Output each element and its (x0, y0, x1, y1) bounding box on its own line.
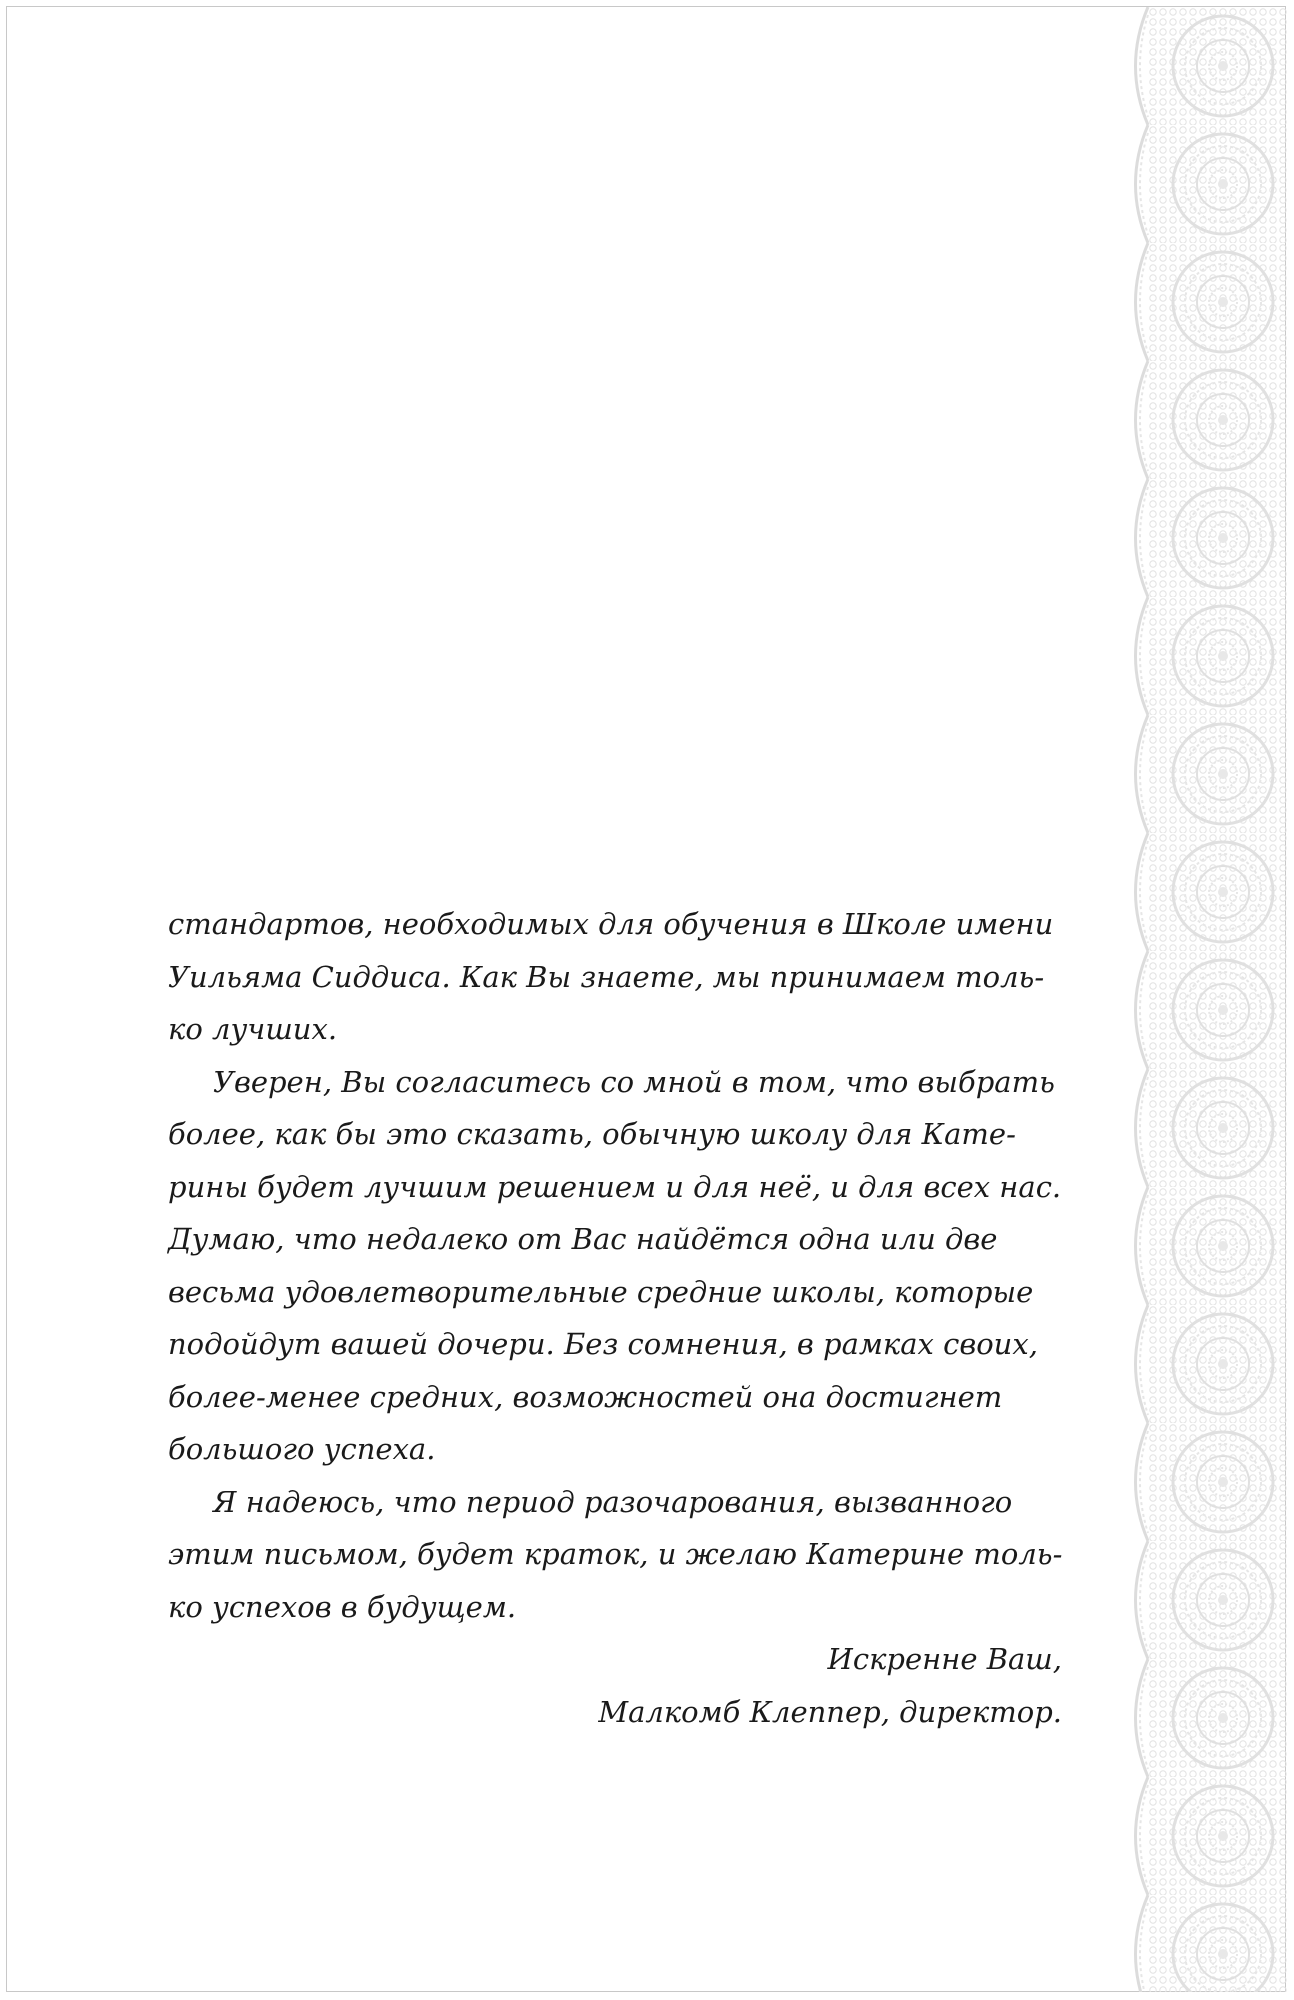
letter-line: этим письмом, будет краток, и желаю Катерине толь- (168, 1537, 1063, 1571)
letter-line: рины будет лучшим решением и для неё, и для всех нас. (168, 1169, 1062, 1204)
lace-border-decoration (1118, 7, 1288, 1992)
letter-line: большого успеха. (168, 1432, 436, 1466)
letter-line: ко лучших. (168, 1012, 338, 1046)
letter-line: подойдут вашей дочери. Без сомнения, в рамках своих, (168, 1327, 1038, 1361)
letter-line: Я надеюсь, что период разочарования, вызванного (213, 1484, 1013, 1519)
letter-line: Уверен, Вы согласитесь со мной в том, что выбрать (213, 1064, 1055, 1099)
letter-body (168, 898, 1068, 1633)
letter-line: Думаю, что недалеко от Вас найдётся одна или две (168, 1222, 998, 1256)
letter-line: более-менее средних, возможностей она достигнет (168, 1379, 1003, 1414)
letter-line: Уильяма Сиддиса. Как Вы знаете, мы принимаем толь- (168, 959, 1045, 994)
letter-signature: Малкомб Клеппер, директор. (598, 1695, 1062, 1729)
letter-line: ко успехов в будущем. (168, 1589, 517, 1624)
letter-line: стандартов, необходимых для обучения в Школе имени (168, 907, 1054, 941)
letter-line: более, как бы это сказать, обычную школу для Кате- (168, 1117, 1016, 1151)
letter-line: весьма удовлетворительные средние школы, которые (168, 1274, 1034, 1309)
letter-closing: Искренне Ваш, (827, 1642, 1062, 1676)
